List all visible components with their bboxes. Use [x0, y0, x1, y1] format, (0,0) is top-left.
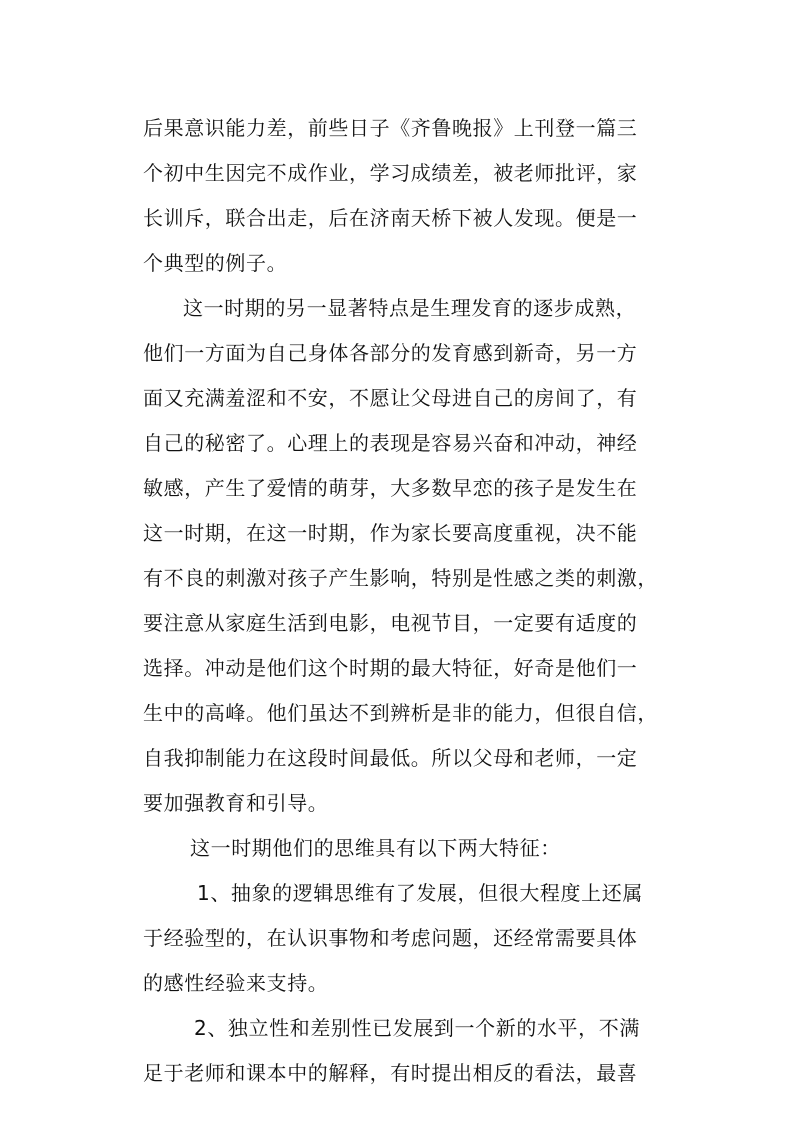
text-line: 自己的秘密了。心理上的表现是容易兴奋和冲动，神经 — [143, 431, 638, 455]
text-line: 他们一方面为自己身体各部分的发育感到新奇，另一方 — [143, 341, 638, 365]
text-line: 有不良的刺激对孩子产生影响，特别是性感之类的刺激， — [143, 566, 658, 590]
text-line: 个典型的例子。 — [143, 251, 288, 275]
text-line: 这一时期，在这一时期，作为家长要高度重视，决不能 — [143, 521, 638, 545]
text-line: 后果意识能力差，前些日子《齐鲁晚报》上刊登一篇三 — [143, 116, 638, 140]
section-intro-line: 这一时期他们的思维具有以下两大特征： — [190, 836, 561, 860]
text-line: 要加强教育和引导。 — [143, 791, 329, 815]
text-line: 的感性经验来支持。 — [143, 971, 329, 995]
paragraph-first-line: 这一时期的另一显著特点是生理发育的逐步成熟， — [183, 296, 637, 320]
text-line: 个初中生因完不成作业，学习成绩差，被老师批评，家 — [143, 161, 638, 185]
text-line: 于经验型的，在认识事物和考虑问题，还经常需要具体 — [143, 926, 638, 950]
list-item-1-first-line: 1、抽象的逻辑思维有了发展，但很大程度上还属 — [197, 881, 643, 905]
text-line: 选择。冲动是他们这个时期的最大特征，好奇是他们一 — [143, 656, 638, 680]
text-line: 敏感，产生了爱情的萌芽，大多数早恋的孩子是发生在 — [143, 476, 638, 500]
list-item-2-first-line: 2、独立性和差别性已发展到一个新的水平，不满 — [194, 1016, 640, 1040]
text-line: 长训斥，联合出走，后在济南天桥下被人发现。便是一 — [143, 206, 638, 230]
text-line: 自我抑制能力在这段时间最低。所以父母和老师，一定 — [143, 746, 638, 770]
text-line: 生中的高峰。他们虽达不到辨析是非的能力，但很自信， — [143, 701, 658, 725]
text-line: 足于老师和课本中的解释，有时提出相反的看法，最喜 — [143, 1061, 638, 1085]
text-line: 面又充满羞涩和不安，不愿让父母进自己的房间了，有 — [143, 386, 638, 410]
text-line: 要注意从家庭生活到电影，电视节目，一定要有适度的 — [143, 611, 638, 635]
